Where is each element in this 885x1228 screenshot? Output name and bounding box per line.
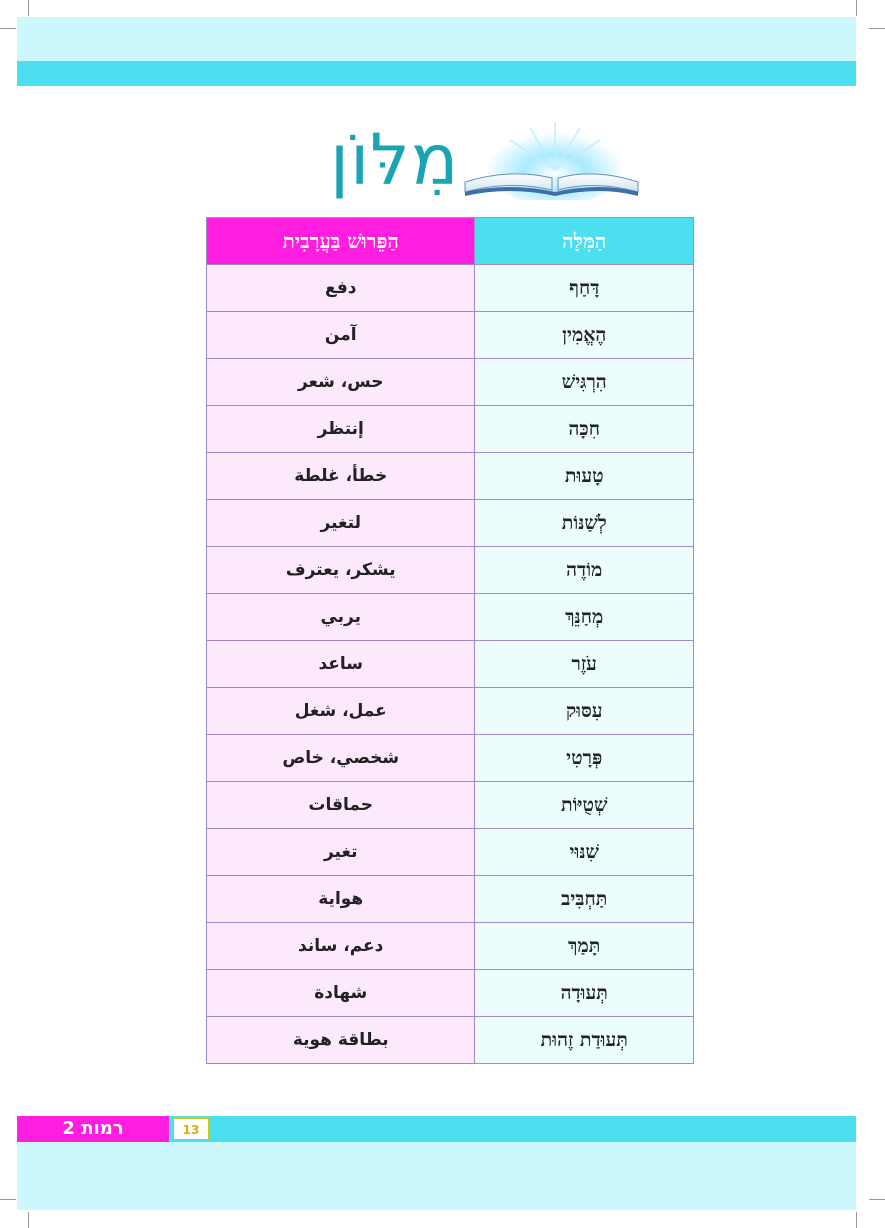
- arabic-meaning: دفع: [207, 265, 475, 312]
- hebrew-word: שִׁנּוּי: [475, 829, 694, 876]
- hebrew-word: עֹזֶר: [475, 641, 694, 688]
- hebrew-word: חִכָּה: [475, 406, 694, 453]
- hebrew-word: לְשַׁנּוֹת: [475, 500, 694, 547]
- table-row: [207, 547, 694, 594]
- crop-mark: [28, 0, 29, 16]
- table-header-row: [207, 218, 694, 265]
- table-row: [207, 453, 694, 500]
- arabic-meaning: يشكر، يعترف: [207, 547, 475, 594]
- hebrew-word: דָּחַף: [475, 265, 694, 312]
- table-row: [207, 312, 694, 359]
- table-row: [207, 641, 694, 688]
- crop-mark: [0, 28, 16, 29]
- title-area: [330, 118, 650, 208]
- hebrew-word: שְׁטֻיּוֹת: [475, 782, 694, 829]
- table-row: [207, 735, 694, 782]
- hebrew-word: תָּמַךְ: [475, 923, 694, 970]
- hebrew-word: פְּרָטִי: [475, 735, 694, 782]
- hebrew-word: עִסּוּק: [475, 688, 694, 735]
- header-meaning: הַפֵּרוּשׁ בַּעֲרָבִית: [207, 218, 475, 265]
- crop-mark: [0, 1199, 16, 1200]
- crop-mark: [869, 28, 885, 29]
- hebrew-word: מוֹדֶה: [475, 547, 694, 594]
- header-band: [17, 17, 856, 61]
- arabic-meaning: يربي: [207, 594, 475, 641]
- crop-mark: [856, 1212, 857, 1228]
- footer-band: [17, 1142, 856, 1210]
- arabic-meaning: تغير: [207, 829, 475, 876]
- crop-mark: [856, 0, 857, 16]
- hebrew-word: הִרְגִּישׁ: [475, 359, 694, 406]
- hebrew-word: תְּעוּדָה: [475, 970, 694, 1017]
- arabic-meaning: حماقات: [207, 782, 475, 829]
- arabic-meaning: عمل، شغل: [207, 688, 475, 735]
- table-row: [207, 829, 694, 876]
- table-row: [207, 406, 694, 453]
- crop-mark: [869, 1199, 885, 1200]
- arabic-meaning: هواية: [207, 876, 475, 923]
- arabic-meaning: شهادة: [207, 970, 475, 1017]
- arabic-meaning: لتغير: [207, 500, 475, 547]
- arabic-meaning: دعم، ساند: [207, 923, 475, 970]
- crop-mark: [28, 1212, 29, 1228]
- table-row: [207, 594, 694, 641]
- table-row: [207, 923, 694, 970]
- table-row: [207, 265, 694, 312]
- arabic-meaning: ساعد: [207, 641, 475, 688]
- hebrew-word: טָעוּת: [475, 453, 694, 500]
- arabic-meaning: شخصي، خاص: [207, 735, 475, 782]
- table-row: [207, 1017, 694, 1064]
- header-word: הַמִּלָּה: [475, 218, 694, 265]
- header-strip: [17, 61, 856, 86]
- arabic-meaning: حس، شعر: [207, 359, 475, 406]
- table-row: [207, 500, 694, 547]
- page-number: 13: [173, 1118, 209, 1140]
- table-row: [207, 688, 694, 735]
- footer-book-title: רמות 2: [17, 1116, 169, 1142]
- arabic-meaning: بطاقة هوية: [207, 1017, 475, 1064]
- dictionary-table: [206, 217, 694, 1064]
- hebrew-word: תַּחְבִּיב: [475, 876, 694, 923]
- arabic-meaning: إنتظر: [207, 406, 475, 453]
- arabic-meaning: آمن: [207, 312, 475, 359]
- table-row: [207, 876, 694, 923]
- table-row: [207, 359, 694, 406]
- table-row: [207, 782, 694, 829]
- arabic-meaning: خطأ، غلطة: [207, 453, 475, 500]
- hebrew-word: תְּעוּדַת זֶהוּת: [475, 1017, 694, 1064]
- hebrew-word: הֶאֱמִין: [475, 312, 694, 359]
- hebrew-word: מְחַנֵּךְ: [475, 594, 694, 641]
- page-title: מִלּוֹן: [330, 119, 460, 201]
- open-book-icon: [460, 120, 640, 200]
- table-row: [207, 970, 694, 1017]
